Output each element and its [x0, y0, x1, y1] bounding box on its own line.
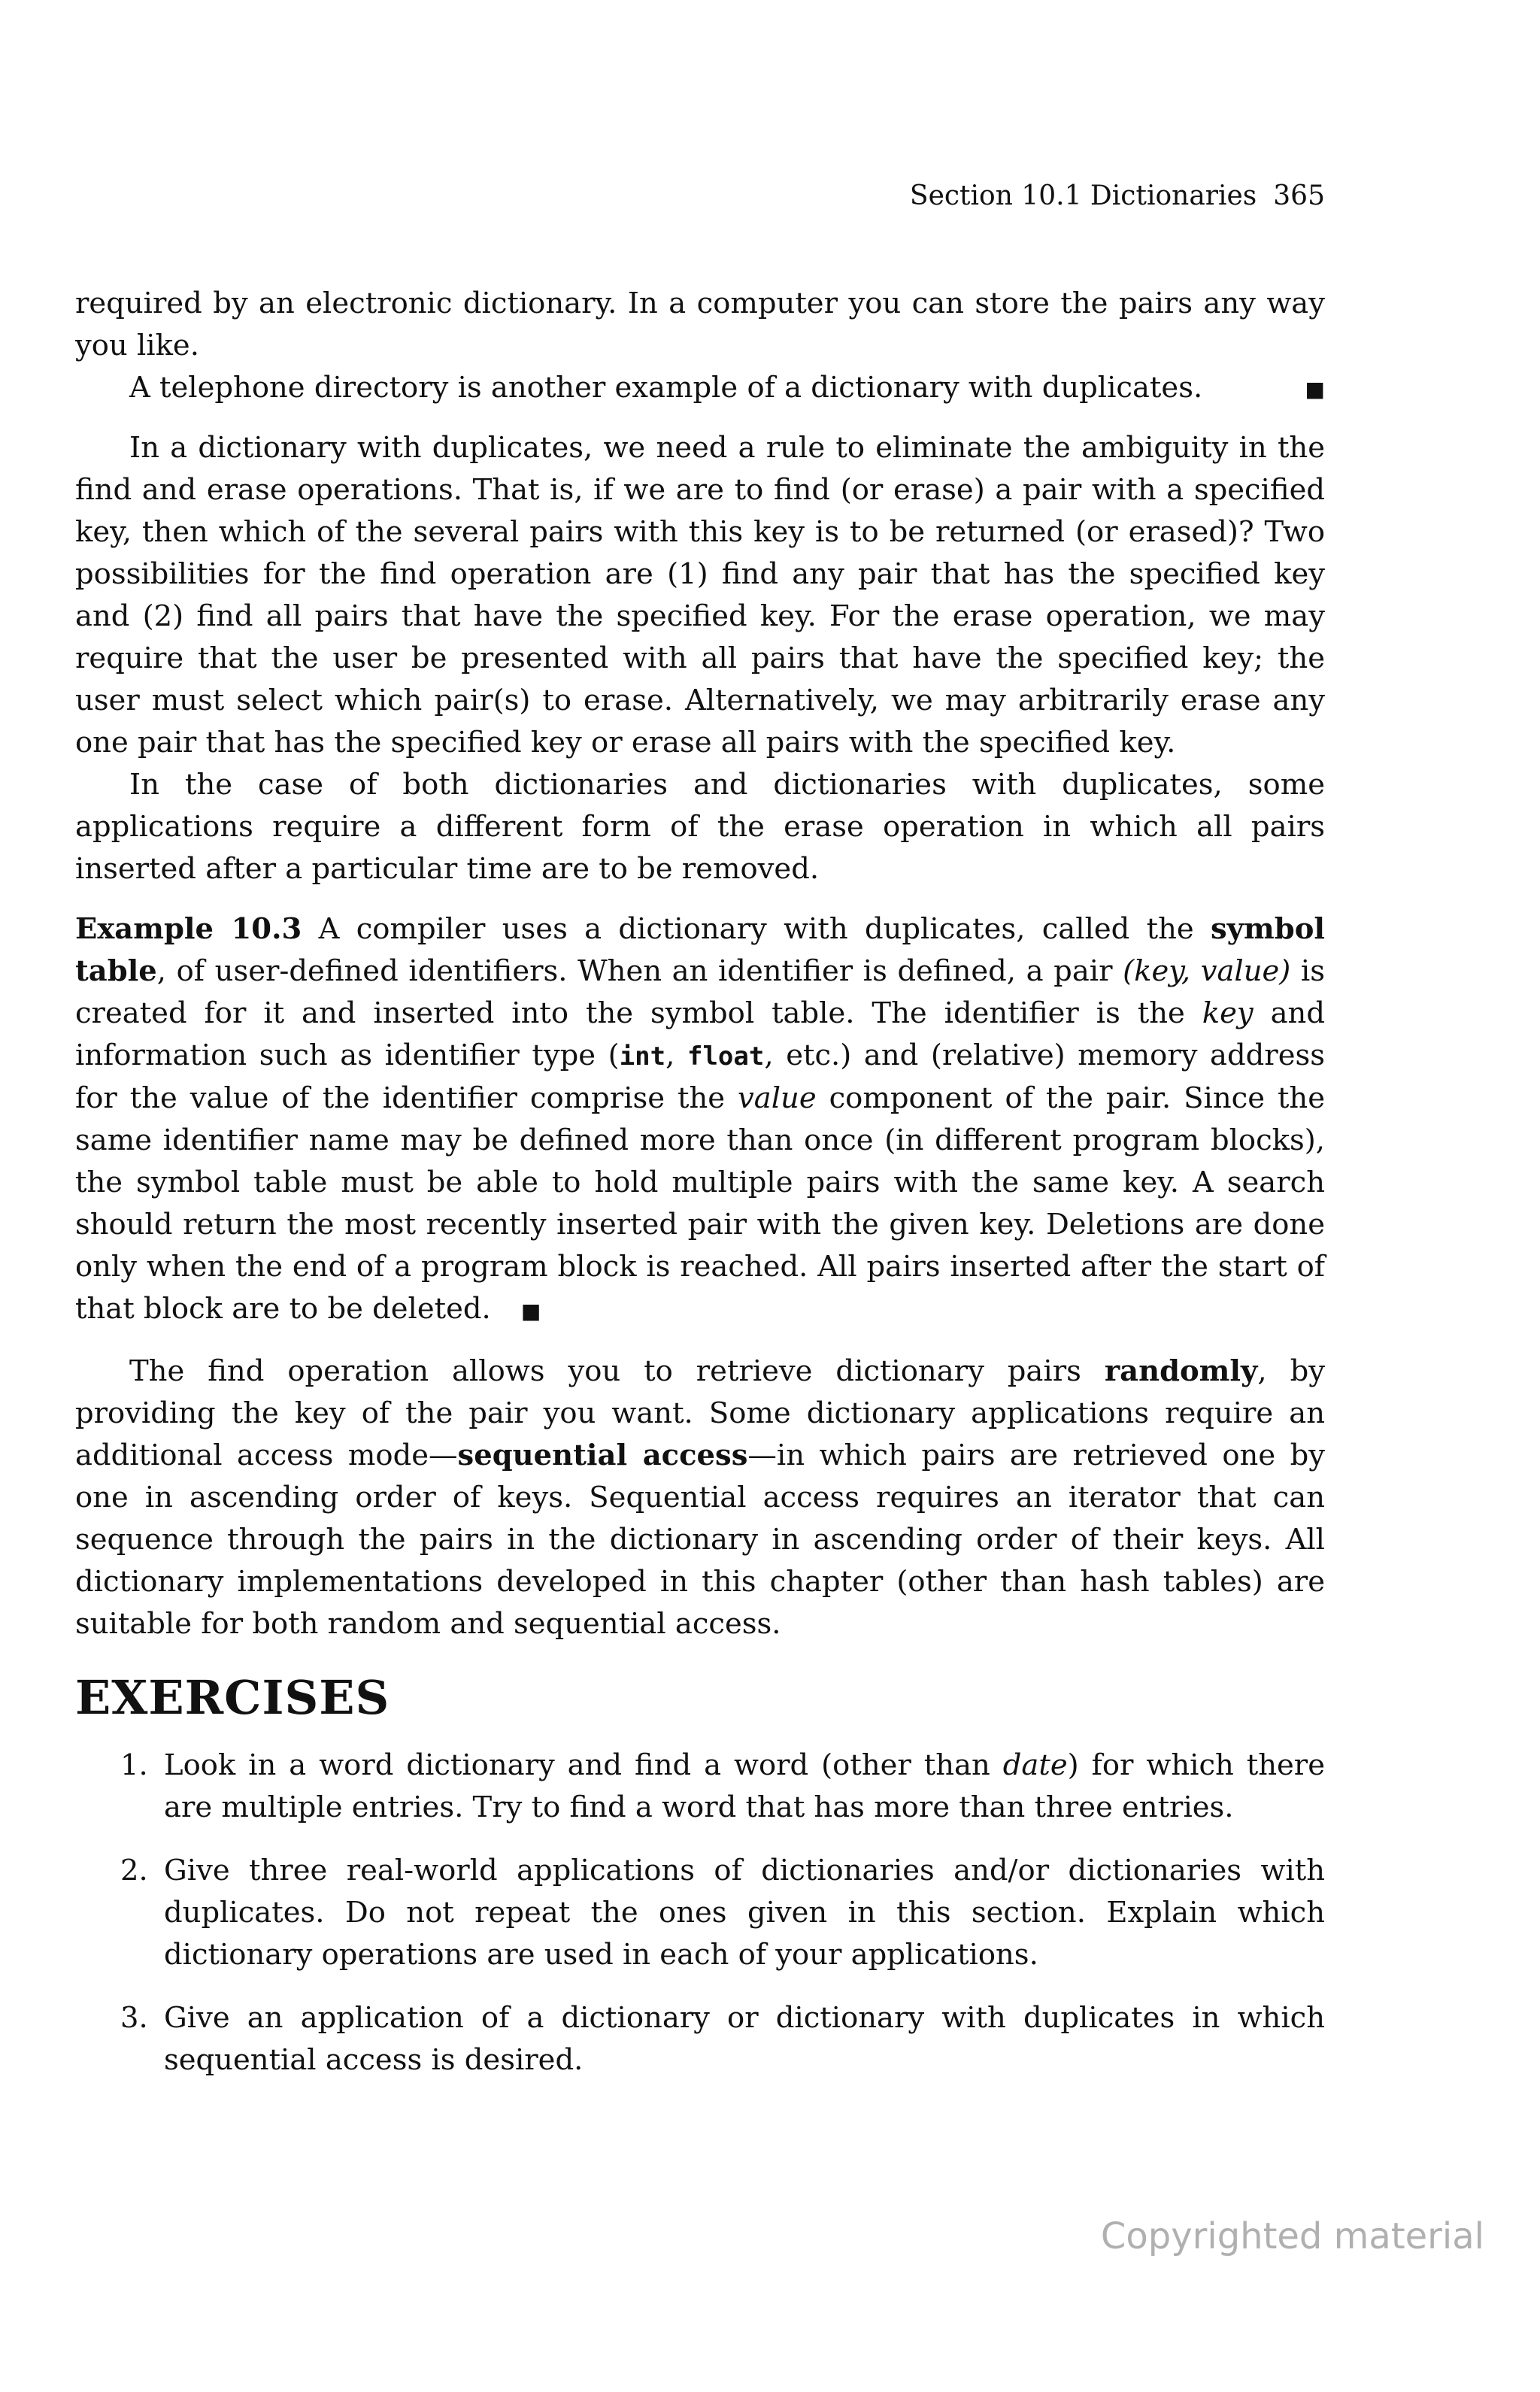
exercise-text: Give an application of a dictionary or dictionary with duplicates in which sequential access is desired. [164, 2001, 1325, 2077]
example-text: A compiler uses a dictionary with duplicates, called the [302, 912, 1211, 946]
term-symbol-table: symbol table [75, 912, 1326, 988]
paragraph-text: —in which pairs are retrieved one by one in ascending order of keys. Sequential access requires an iterator that can sequence through the pairs in the dictionary in ascending order of their keys. All dictionary implementations developed in this chapter (other than hash tables) are suitable for both random and sequential access. [75, 1439, 1325, 1641]
term-sequential-access: sequential access [457, 1439, 748, 1472]
page-body [75, 283, 1325, 2102]
code-float: float [687, 1041, 765, 1072]
example-text: is created for it and inserted into the symbol table. The identifier is the [75, 954, 1325, 1030]
exercise-number: 2. [120, 1854, 148, 1887]
exercise-text: Look in a word dictionary and find a word (other than [164, 1748, 1003, 1782]
exercise-number: 3. [120, 2001, 148, 2035]
paragraph-text: The find operation allows you to retrieve dictionary pairs [129, 1354, 1105, 1388]
example-10-3 [75, 908, 1325, 1332]
paragraph-text: A telephone directory is another example of a dictionary with duplicates. [129, 371, 1203, 405]
section-title: Section 10.1 Dictionaries [909, 180, 1257, 211]
example-label: Example 10.3 [75, 912, 302, 946]
code-int: int [619, 1041, 666, 1072]
end-mark: ■ [520, 1299, 541, 1323]
example-text: , etc.) and (relative) memory address for the value of the identifier comprise the [75, 1038, 1325, 1115]
example-text: component of the pair. Since the same identifier name may be defined more than once (in different program blocks), the symbol table must be able to hold multiple pairs with the same key. A search should return the most recently inserted pair with the given key. Deletions are done only when the end of a program block is reached. All pairs inserted after the start of that block are to be deleted. [75, 1081, 1325, 1326]
paragraph: In the case of both dictionaries and dictionaries with duplicates, some applications require a different form of the erase operation in which all pairs inserted after a particular time are to be removed. [75, 768, 1325, 886]
paragraph-telephone-example [75, 367, 1325, 409]
paragraph: required by an electronic dictionary. In a computer you can store the pairs any way you like. [75, 286, 1325, 362]
value-term: value [738, 1081, 817, 1115]
paragraph: In a dictionary with duplicates, we need a rule to eliminate the ambiguity in the find and erase operations. That is, if we are to find (or erase) a pair with a specified key, then which of the several pairs with this key is to be returned (or erased)? Two possibilities for the find operation are (1) find any pair that has the specified key and (2) find all pairs that have the specified key. For the erase operation, we may require that the user be presented with all pairs that have the specified key; the user must select which pair(s) to erase. Alternatively, we may arbitrarily erase any one pair that has the specified key or erase all pairs with the specified key. [75, 431, 1325, 759]
exercise-number: 1. [120, 1748, 148, 1782]
term-randomly: randomly [1104, 1354, 1258, 1388]
term-date: date [1002, 1748, 1068, 1782]
key-term: key [1202, 996, 1254, 1030]
end-mark: ■ [1305, 377, 1325, 402]
page-number: 365 [1273, 180, 1325, 211]
running-header [75, 180, 1325, 211]
exercise-item [75, 1850, 1325, 1976]
paragraph-text: , by providing the key of the pair you want. Some dictionary applications require an additional access mode— [75, 1354, 1326, 1472]
copyright-watermark: Copyrighted material [1100, 2215, 1484, 2257]
example-text: , of user-defined identifiers. When an identifier is defined, a pair [156, 954, 1123, 988]
exercise-text: Give three real-world applications of dictionaries and/or dictionaries with duplicates. Do not repeat the ones given in this section. Explain which dictionary operations are used in each of your applications. [164, 1854, 1325, 1972]
exercise-item [75, 1997, 1325, 2081]
example-text: and information such as identifier type ( [75, 996, 1325, 1072]
exercise-list [75, 1745, 1325, 2081]
key-value-term: (key, value) [1123, 954, 1291, 988]
example-text: , [665, 1038, 687, 1072]
exercise-text: ) for which there are multiple entries. Try to find a word that has more than three entries. [164, 1748, 1325, 1824]
exercises-heading: EXERCISES [75, 1670, 390, 1725]
exercise-item [75, 1745, 1325, 1829]
paragraph-access-modes [75, 1351, 1325, 1645]
